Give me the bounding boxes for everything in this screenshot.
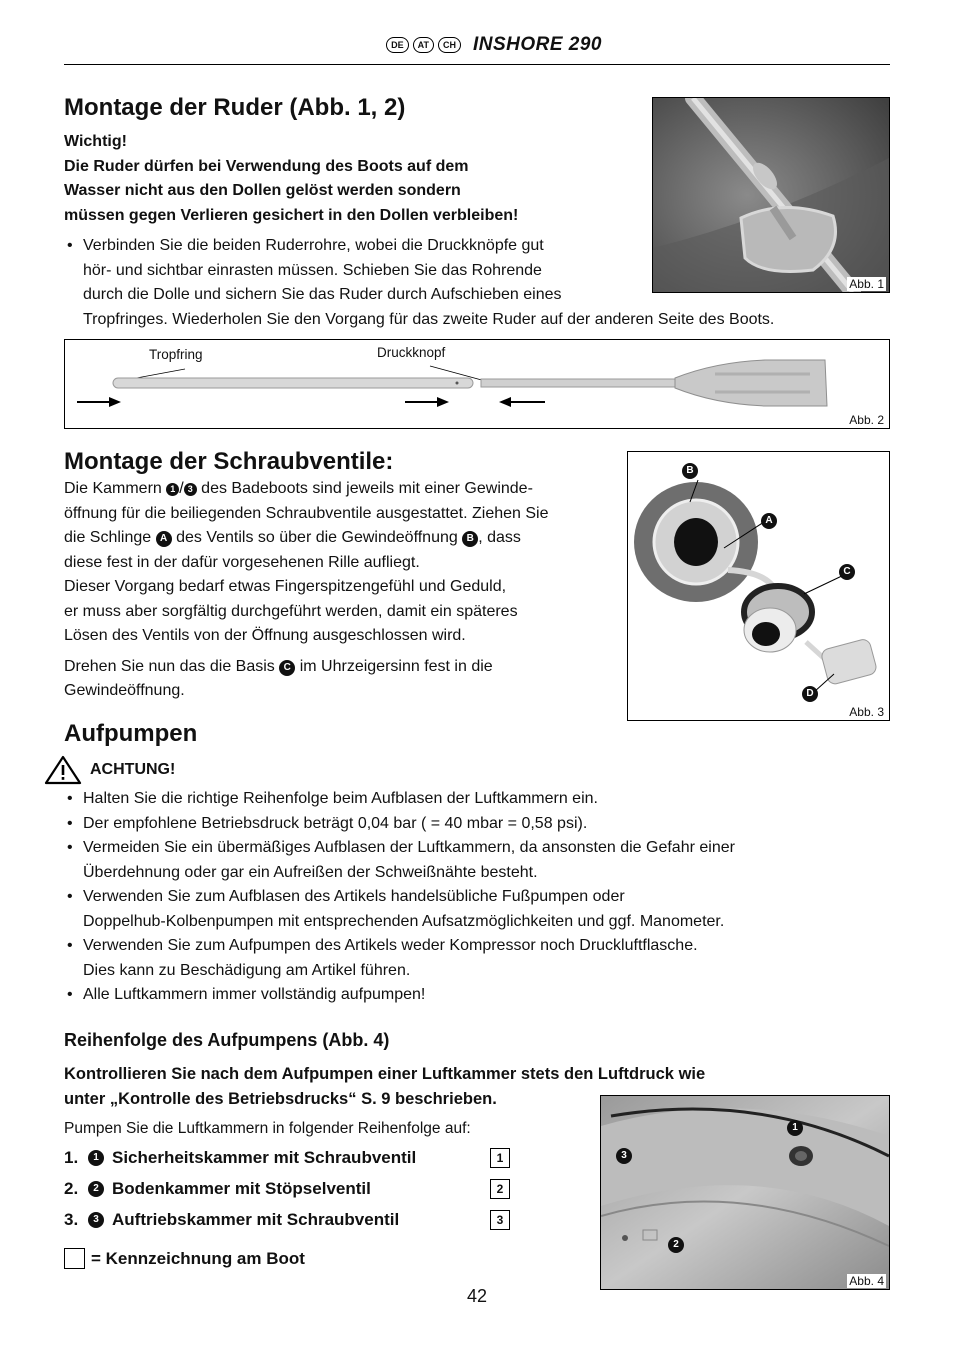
list-item: 2. 2 Bodenkammer mit Stöpselventil 2 [64,1179,510,1199]
section-title-schraubventile: Montage der Schraubventile: [64,448,394,475]
warning-label: ACHTUNG! [90,761,176,778]
figure-label: Abb. 3 [849,705,884,719]
valve-photo [628,452,889,720]
chamber-2-marker: 2 [88,1181,104,1197]
figure-label: Abb. 1 [849,277,884,291]
section-title-aufpumpen: Aufpumpen [64,720,198,747]
marker-b: B [462,531,478,547]
marker-b: B [682,463,698,479]
page-number: 42 [466,1286,488,1306]
figure-2 [64,339,890,429]
country-badge-ch: CH [438,37,461,53]
important-label: Wichtig! [64,133,127,150]
marker-a: A [156,531,172,547]
list-item: • Verwenden Sie zum Aufblasen des Artikels handelsübliche Fußpumpen oder Doppelhub-Kolbenpumpen mit entsprechenden Aufsatzmöglichkeiten und ggf. Manometer. [64,885,884,934]
section-title-ruder: Montage der Ruder (Abb. 1, 2) [64,94,406,121]
list-item: • Verbinden Sie die beiden Ruderrohre, wobei die Druckknöpfe gut hör- und sichtbar einrasten müssen. Schieben Sie das Rohrende durch die Dolle und sichern Sie das Ruder durch Aufschieben eines Tropfringes. Wiederholen Sie den Vorgang für das zweite Ruder auf der anderen Seite des Boots. [64,234,884,332]
list-item: • Halten Sie die richtige Reihenfolge beim Aufblasen der Luftkammern ein. [64,787,884,812]
chamber-3-marker: 3 [88,1212,104,1228]
aufpumpen-bullet-list [64,787,884,1008]
boat-chambers-photo [601,1096,889,1289]
figure-label: Abb. 4 [849,1274,884,1288]
list-item: 1. 1 Sicherheitskammer mit Schraubventil 1 [64,1148,510,1168]
chamber-1-marker: 1 [88,1150,104,1166]
figure-4 [600,1095,890,1290]
boat-marking-box: 3 [490,1210,510,1230]
chamber-1-marker: 1 [166,483,179,496]
oar-lock-photo [653,98,889,292]
chamber-3-marker: 3 [184,483,197,496]
legend-text: = Kennzeichnung am Boot [91,1248,305,1268]
list-item: • Alle Luftkammern immer vollständig aufpumpen! [64,983,884,1008]
boat-marking-box: 2 [490,1179,510,1199]
legend-box-icon [64,1248,85,1269]
chamber-1-marker: 1 [787,1120,803,1136]
list-item: • Vermeiden Sie ein übermäßiges Aufblasen der Luftkammern, da ansonsten die Gefahr einer Überdehnung oder gar ein Aufreißen der Schweißnähte besteht. [64,836,884,885]
marker-c: C [839,564,855,580]
list-item: • Der empfohlene Betriebsdruck beträgt 0,04 bar ( = 40 mbar = 0,58 psi). [64,812,884,837]
chamber-3-marker: 3 [616,1148,632,1164]
figure-1 [652,97,890,293]
country-badge-at: AT [413,37,434,53]
header-brand [386,34,602,56]
figure-label: Abb. 2 [849,413,884,427]
boat-marking-box: 1 [490,1148,510,1168]
druckknopf-label: Druckknopf [377,345,446,360]
page-header [64,30,890,65]
list-item: • Verwenden Sie zum Aufpumpen des Artikels weder Kompressor noch Druckluftflasche. Dies kann zu Beschädigung am Artikel führen. [64,934,884,983]
reihenfolge-note: Kontrollieren Sie nach dem Aufpumpen einer Luftkammer stets den Luftdruck wie unter „Kontrolle des Betriebsdrucks“ S. 9 beschrieben. [64,1065,706,1108]
reihenfolge-intro: Pumpen Sie die Luftkammern in folgender Reihenfolge auf: [64,1120,471,1137]
chamber-2-marker: 2 [668,1237,684,1253]
model-name: INSHORE 290 [472,34,602,55]
important-block [64,130,654,228]
marker-a: A [761,513,777,529]
country-badge-de: DE [386,37,409,53]
important-line: müssen gegen Verlieren gesichert in den Dollen verbleiben! [64,206,519,224]
list-item: 3. 3 Auftriebskammer mit Schraubventil 3 [64,1210,510,1230]
marker-c: C [279,660,295,676]
important-line: Wasser nicht aus den Dollen gelöst werden sondern [64,182,461,199]
schraubventile-text: Die Kammern 1 / 3 des Badeboots sind jeweils mit einer Gewinde- öffnung für die beiliegenden Schraubventile ausgestattet. Ziehen Sie die Schlinge A des Ventils so über die Gewindeöffnung B , dass diese fest in der dafür vorgesehenen Rille aufliegt. Dieser Vorgang bedarf etwas Fingerspitzengefühl und Geduld, er muss aber sorgfältig durchgeführt werden, damit ein späteres Lösen des Ventils von der Öffnung ausgeschlossen wird. Drehen Sie nun das die Basis C im Uhrzeigersinn fest in die Gewindeöffnung. [64,480,549,699]
section-title-reihenfolge: Reihenfolge des Aufpumpens (Abb. 4) [64,1030,390,1050]
tropfring-label: Tropfring [149,347,203,362]
oar-diagram [65,340,889,428]
warning-icon [44,755,82,785]
marker-d: D [802,686,818,702]
warning-block [44,755,175,785]
important-line: Die Ruder dürfen bei Verwendung des Boots auf dem [64,157,469,175]
figure-3 [627,451,890,721]
legend [64,1248,305,1269]
